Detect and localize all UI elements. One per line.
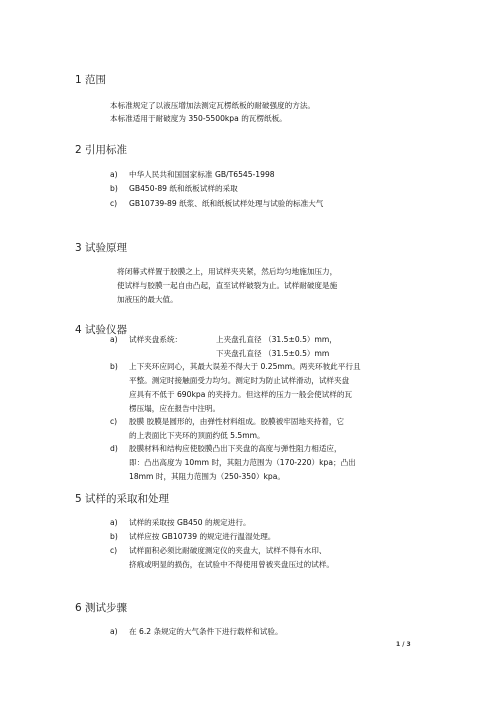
reference-item: GB450-89 纸和纸板试样的采取: [129, 184, 238, 193]
item-c-line: 胶膜 胶膜是圆形的，由弹性材料组成。胶膜被牢固地夹持着，它: [129, 417, 345, 426]
conditioning-item: 试样应按 GB10739 的规定进行温湿处理。: [129, 532, 276, 541]
section-5-heading: 5 试样的采取和处理: [75, 493, 170, 505]
list-marker: c): [110, 417, 118, 426]
item-b-line: 楞压塌，应在报告中注明。: [129, 404, 221, 413]
item-c-line: 的上表面比下夹环的顶面约低 5.5mm。: [129, 431, 265, 440]
item-b-line: 上下夹环应同心，其最大误差不得大于 0.25mm。两夹环彼此平行且: [129, 362, 361, 371]
clamp-system-label: 试样夹盘系统：: [129, 335, 183, 344]
section-1-paragraph-2: 本标准适用于耐破度为 350-5500kpa 的瓦楞纸板。: [110, 114, 287, 123]
item-d-line: 即：凸出高度为 10mm 时，其阻力范围为（170-220）kpa；凸出: [129, 458, 356, 467]
list-marker: a): [110, 627, 118, 636]
principle-line: 使试样与胶膜一起自由凸起，直至试样破裂为止。试样耐破度是施: [117, 281, 338, 290]
upper-clamp-diameter: 上夹盘孔直径 （31.5±0.5）mm，: [216, 335, 337, 344]
principle-line: 加液压的最大值。: [117, 295, 178, 304]
list-marker: a): [110, 335, 118, 344]
list-marker: c): [110, 199, 118, 208]
reference-item: GB10739-89 纸浆、纸和纸板试样处理与试验的标准大气: [129, 199, 324, 208]
section-6-heading: 6 测试步骤: [75, 602, 128, 614]
section-1-heading: 1 范围: [75, 74, 107, 86]
list-marker: a): [110, 518, 118, 527]
item-d-line: 18mm 时，其阻力范围为（250-350）kpa。: [129, 472, 286, 481]
list-marker: b): [110, 532, 118, 541]
lower-clamp-diameter: 下夹盘孔直径 （31.5±0.5）mm: [216, 349, 330, 358]
list-marker: d): [110, 444, 118, 453]
list-marker: a): [110, 170, 118, 179]
specimen-item-line: 试样面积必须比耐破度测定仪的夹盘大，试样不得有水印、: [129, 546, 327, 555]
section-1-paragraph-1: 本标准规定了以液压增加法测定瓦楞纸板的耐破强度的方法。: [110, 101, 316, 110]
list-marker: b): [110, 184, 118, 193]
procedure-item: 在 6.2 条规定的大气条件下进行载样和试验。: [129, 627, 283, 636]
item-b-line: 应具有不低于 690kpa 的夹持力。但这样的压力一般会使试样的瓦: [129, 390, 353, 399]
item-d-line: 胶膜材料和结构应使胶膜凸出下夹盘的高度与弹性阻力相适应，: [129, 444, 342, 453]
page-number: 1 / 3: [396, 641, 411, 648]
section-3-heading: 3 试验原理: [75, 242, 128, 254]
section-2-heading: 2 引用标准: [75, 144, 128, 156]
sampling-item: 试样的采取按 GB450 的规定进行。: [129, 518, 251, 527]
item-b-line: 平整。测定时接触面受力均匀。测定时为防止试样滑动，试样夹盘: [129, 376, 350, 385]
specimen-item-line: 挤痕或明显的损伤，在试验中不得使用曾被夹盘压过的试样。: [129, 560, 335, 569]
principle-line: 将闭幕式样置于胶膜之上，用试样夹夹紧，然后均匀地施加压力，: [117, 267, 338, 276]
section-4-heading: 4 试验仪器: [75, 324, 128, 336]
list-marker: b): [110, 362, 118, 371]
reference-item: 中华人民共和国国家标准 GB/T6545-1998: [129, 170, 275, 179]
list-marker: c): [110, 546, 118, 555]
